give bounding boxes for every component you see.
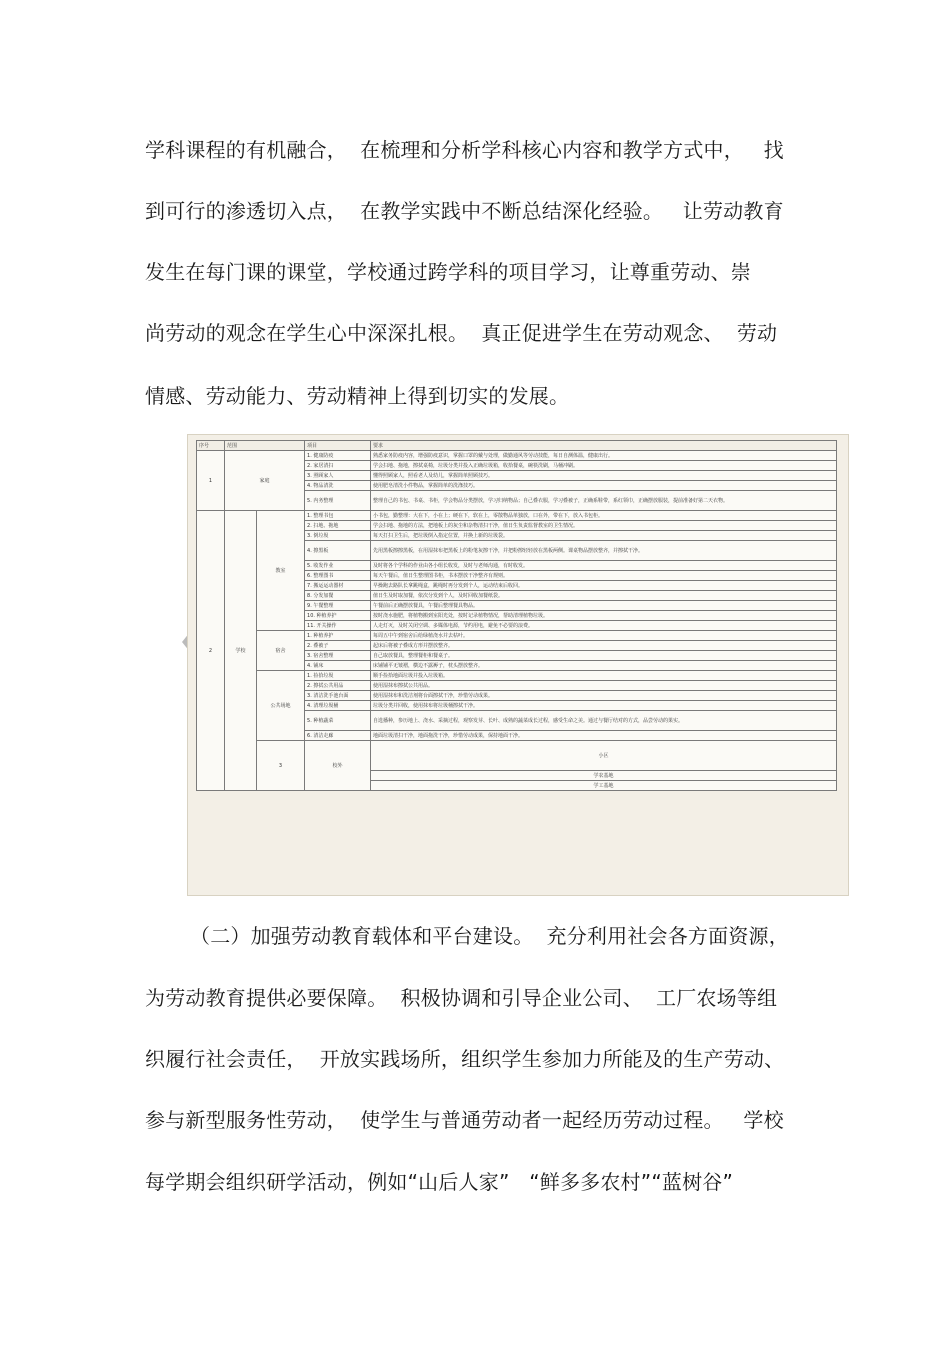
item-cell: 3. 宿舍整理 bbox=[305, 651, 371, 661]
requirement-cell: 顺手捡拾地面垃圾并投入垃圾箱。 bbox=[371, 671, 837, 681]
requirement-cell: 自己取放餐具，整理餐柜和餐桌子。 bbox=[371, 651, 837, 661]
text-line: 为劳动教育提供必要保障。 积极协调和引导企业公司、 工厂农场等组 bbox=[145, 986, 778, 1010]
subscope-cell: 公共场地 bbox=[257, 671, 305, 741]
item-cell: 5. 内务整理 bbox=[305, 491, 371, 511]
item-cell: 10. 种植养护 bbox=[305, 611, 371, 621]
requirement-cell: 起床后将被子叠成方形并摆放整齐。 bbox=[371, 641, 837, 651]
requirement-cell: 使用湿抹布擦拭公共用品。 bbox=[371, 681, 837, 691]
requirement-cell: 懂得照顾家人，照看老人及幼儿，掌握简单照顾技巧。 bbox=[371, 471, 837, 481]
subscope-cell: 学农基地 bbox=[371, 771, 837, 781]
item-cell: 1. 健康防疫 bbox=[305, 451, 371, 461]
table-row bbox=[197, 451, 837, 461]
requirement-cell: 先用黑板擦擦黑板，在用湿抹布把黑板上的粉笔灰擦干净，并把粉擦轻轻放在黑板两侧。课桌物品摆放整齐，并擦拭干净。 bbox=[371, 541, 837, 561]
group-scope: 学校 bbox=[225, 511, 257, 791]
section-heading-line: （二）加强劳动教育载体和平台建设。 充分利用社会各方面资源， bbox=[190, 924, 789, 948]
requirement-cell: 及时将各个学科的作业由各小组长收发，及时与老师沟通，有时收发。 bbox=[371, 561, 837, 571]
requirement-cell: 午餐前后正确摆放餐具，午餐后整理餐具物品。 bbox=[371, 601, 837, 611]
requirement-cell: 学会扫地、拖地的方法，把地板上的灰尘和杂物清扫干净，值日生负责监督教室的卫生情况。 bbox=[371, 521, 837, 531]
item-cell: 3. 照顾家人 bbox=[305, 471, 371, 481]
group-number: 2 bbox=[197, 511, 225, 791]
requirement-cell: 整理自己的书包、书桌、书柜，学会物品分类摆放，学习归纳物品；自己叠衣服，学习叠被子，正确系鞋带，系红领巾，正确摆放服装，提前准备好第二天衣物。 bbox=[371, 491, 837, 511]
requirement-cell: 小书包，勤整理：大在下，小在上；硬在下，软在上，零散物品单独放，口在外，带在下，放入书包柜。 bbox=[371, 511, 837, 521]
text-line: 学科课程的有机融合， 在梳理和分析学科核心内容和教学方式中， 找 bbox=[145, 138, 784, 162]
header-cell: 项目 bbox=[305, 441, 371, 451]
item-cell: 11. 开关操作 bbox=[305, 621, 371, 631]
requirement-cell: 按时浇水施肥，将植物搬到室阳光处，按时记录植物情况，帮助清理植物垃圾。 bbox=[371, 611, 837, 621]
group-scope: 校外 bbox=[305, 741, 371, 791]
subscope-cell: 学工基地 bbox=[371, 781, 837, 791]
table-row bbox=[197, 631, 837, 641]
subscope-cell: 小区 bbox=[371, 741, 837, 771]
requirement-cell: 熟悉家务防疫内容，增强防疫意识，掌握口罩的戴与处理，做勤通风等劳动技能，每日自测体温，健康出行。 bbox=[371, 451, 837, 461]
item-cell: 2. 叠被子 bbox=[305, 641, 371, 651]
text-line: 尚劳动的观念在学生心中深深扎根。 真正促进学生在劳动观念、 劳动 bbox=[145, 321, 778, 345]
text-line: 每学期会组织研学活动，例如“山后人家” “鲜多多农村”“蓝树谷” bbox=[145, 1170, 734, 1194]
subscope-cell: 宿舍 bbox=[257, 631, 305, 671]
text-line: 织履行社会责任， 开放实践场所，组织学生参加力所能及的生产劳动、 bbox=[145, 1047, 785, 1071]
requirement-cell: 学会扫地、拖地，擦拭桌椅，垃圾分类并投入正确垃圾箱，收拾餐桌，碗筷洗刷，马桶冲刷。 bbox=[371, 461, 837, 471]
requirement-cell: 地面垃圾清扫干净，地面拖洗干净，珍惜劳动成果，保持地面干净。 bbox=[371, 731, 837, 741]
item-cell: 1. 整理书包 bbox=[305, 511, 371, 521]
text-line: 发生在每门课的课堂，学校通过跨学科的项目学习，让尊重劳动、崇 bbox=[145, 260, 751, 284]
item-cell: 5. 收发作业 bbox=[305, 561, 371, 571]
group-number: 1 bbox=[197, 451, 225, 511]
item-cell: 2. 擦拭公共用品 bbox=[305, 681, 371, 691]
item-cell: 6. 清洁走廊 bbox=[305, 731, 371, 741]
requirement-cell: 使用肥皂清洗小件物品，掌握简单的洗涤技巧。 bbox=[371, 481, 837, 491]
requirement-cell: 每周五中午到宿舍后给绿植浇水并去枯叶。 bbox=[371, 631, 837, 641]
item-cell: 4. 物品清洗 bbox=[305, 481, 371, 491]
item-cell: 6. 整理图书 bbox=[305, 571, 371, 581]
header-cell: 范围 bbox=[225, 441, 305, 451]
header-cell: 要求 bbox=[371, 441, 837, 451]
group-number: 3 bbox=[257, 741, 305, 791]
requirement-cell: 自选播种，参历地上、浇水、采摘过程，观察发芽、长叶、成熟的蔬菜成长过程，感受生命之美。通过与餐厅结对的方式，品尝劳动的果实。 bbox=[371, 711, 837, 731]
requirement-cell: 值日生及时取加餐，依次分发到个人，及时回收加餐纸袋。 bbox=[371, 591, 837, 601]
table-header-row bbox=[197, 441, 837, 451]
table-row bbox=[197, 511, 837, 521]
text-line: 参与新型服务性劳动， 使学生与普通劳动者一起经历劳动过程。 学校 bbox=[145, 1108, 784, 1132]
item-cell: 1. 种植养护 bbox=[305, 631, 371, 641]
text-line: 情感、劳动能力、劳动精神上得到切实的发展。 bbox=[145, 384, 570, 408]
item-cell: 4. 擦黑板 bbox=[305, 541, 371, 561]
table-row bbox=[197, 741, 837, 751]
text-line: 到可行的渗透切入点， 在教学实践中不断总结深化经验。 让劳动教育 bbox=[145, 199, 784, 223]
item-cell: 7. 搬运运动器材 bbox=[305, 581, 371, 591]
requirement-cell: 垃圾分类并回收，使用抹布将垃圾桶擦拭干净。 bbox=[371, 701, 837, 711]
requirement-cell: 人走灯灭，及时关闭空调、多媒体电源，节约用电，避免不必要的浪费。 bbox=[371, 621, 837, 631]
item-cell: 4. 铺床 bbox=[305, 661, 371, 671]
item-cell: 3. 倒垃圾 bbox=[305, 531, 371, 541]
table-row bbox=[197, 671, 837, 681]
item-cell: 2. 扫地、拖地 bbox=[305, 521, 371, 531]
header-cell: 序号 bbox=[197, 441, 225, 451]
item-cell: 3. 清洁洗手池台面 bbox=[305, 691, 371, 701]
group-scope: 家庭 bbox=[225, 451, 305, 511]
item-cell: 9. 午餐整理 bbox=[305, 601, 371, 611]
subscope-cell: 教室 bbox=[257, 511, 305, 631]
item-cell: 4. 清理垃圾桶 bbox=[305, 701, 371, 711]
requirement-cell: 早操跑去路队长拿跳绳盒，跳绳时再分发到个人，运动结束后收回。 bbox=[371, 581, 837, 591]
requirement-cell: 使用湿抹布和洗洁剂将台面擦拭干净，珍惜劳动成果。 bbox=[371, 691, 837, 701]
item-cell: 5. 种植蔬菜 bbox=[305, 711, 371, 731]
item-cell: 8. 分发加餐 bbox=[305, 591, 371, 601]
requirement-cell: 床铺铺平无皱褶，横边不露褥子，枕头摆放整齐。 bbox=[371, 661, 837, 671]
item-cell: 1. 捡拾垃圾 bbox=[305, 671, 371, 681]
item-cell: 2. 家居清扫 bbox=[305, 461, 371, 471]
labor-education-table bbox=[196, 440, 837, 791]
requirement-cell: 每天午餐后，值日生整理图书柜，书本摆放干净整齐有规则。 bbox=[371, 571, 837, 581]
requirement-cell: 每天打扫卫生后，把垃圾倒入指定位置，并换上新的垃圾袋。 bbox=[371, 531, 837, 541]
